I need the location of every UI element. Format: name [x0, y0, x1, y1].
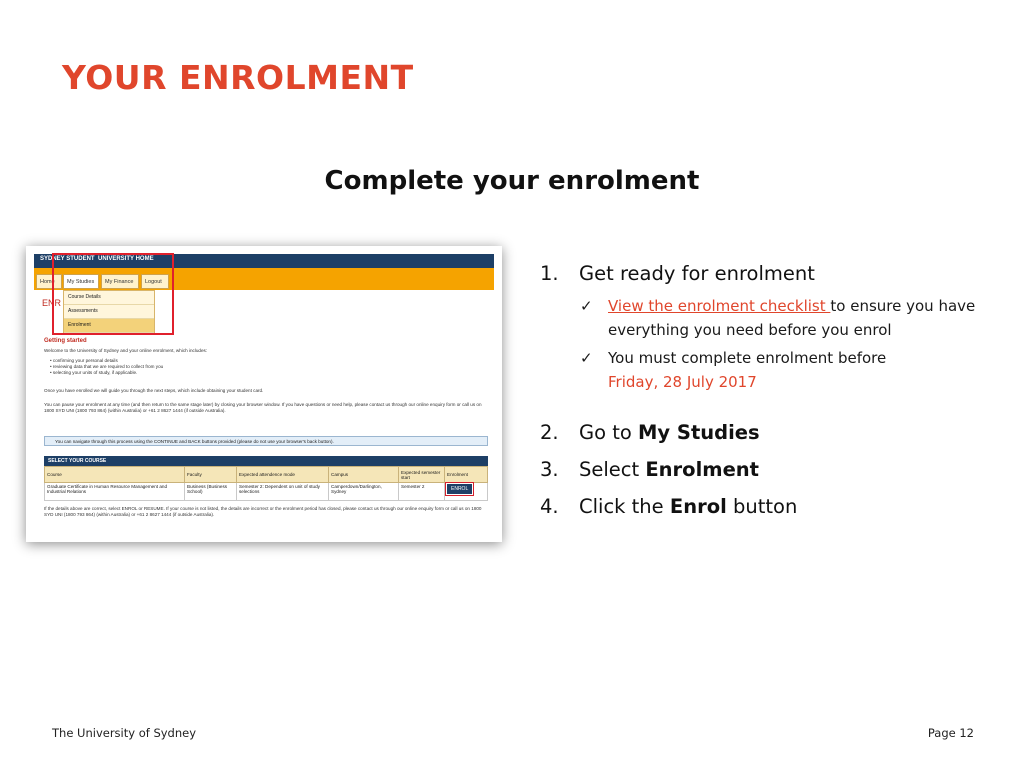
- footer-page-number: Page 12: [927, 726, 974, 740]
- table-header-row: [45, 467, 488, 483]
- top-link-university-home: UNIVERSITY HOME: [98, 256, 154, 262]
- tab-logout: Logout: [141, 274, 169, 289]
- tab-home: Home: [36, 274, 62, 289]
- step-4: 4. Click the Enrol button: [540, 495, 798, 518]
- top-link-sydney-student: SYDNEY STUDENT: [40, 256, 95, 262]
- col-campus: Campus: [329, 467, 399, 483]
- check-icon: ✓: [580, 349, 593, 367]
- bullet-item: • confirming your personal details: [50, 358, 118, 363]
- welcome-text: Welcome to the University of Sydney and your online enrolment, which includes:: [44, 348, 208, 353]
- cell-campus: Camperdown/Darlington, Sydney: [329, 483, 399, 501]
- cell-enrolment: [445, 483, 488, 501]
- pause-text: You can pause your enrolment at any time (and then return to the same stage later) by closing your browser window. If you have questions or need help, please contact us through our online enquiry form or call us on 1800 SYD UNI (1800 793 864) (within Australia) or +61 2 8627 1444 (if outside Australia).: [44, 402, 482, 413]
- slide-title: YOUR ENROLMENT: [62, 58, 414, 97]
- bullet-item: • reviewing data that we are required to collect from you: [50, 364, 164, 369]
- step-3: 3. Select Enrolment: [540, 458, 760, 481]
- col-course: Course: [45, 467, 185, 483]
- enrolment-checklist-link[interactable]: View the enrolment checklist: [608, 297, 831, 315]
- footer-university: The University of Sydney: [52, 726, 197, 740]
- enrolment-deadline: Friday, 28 July 2017: [608, 373, 757, 391]
- dropdown-item-assessments: Assessments: [64, 305, 154, 319]
- col-attendance: Expected attendence mode: [237, 467, 329, 483]
- col-semester: Expected semester start: [399, 467, 445, 483]
- tab-my-studies: My Studies: [63, 274, 99, 289]
- navigation-info-bar: You can navigate through this process using the CONTINUE and BACK buttons provided (please do not use your browser's back button).: [44, 436, 488, 446]
- next-steps-text: Once you have enrolled we will guide you through the next steps, which include obtaining your student card.: [44, 388, 264, 393]
- tab-my-finance: My Finance: [101, 274, 139, 289]
- check-icon: ✓: [580, 297, 593, 315]
- enrol-button: ENROL: [447, 484, 472, 494]
- step-1a: ✓ View the enrolment checklist to ensure you have everything you need before you enrol: [580, 294, 1000, 342]
- cell-faculty: Business (Business School): [185, 483, 237, 501]
- cell-course: Graduate Certificate in Human Resource Management and Industrial Relations: [45, 483, 185, 501]
- enr-heading: ENR: [42, 298, 62, 308]
- bullet-item: • selecting your units of study, if applicable.: [50, 370, 138, 375]
- slide-subtitle: Complete your enrolment: [324, 166, 700, 196]
- col-enrolment: Enrolment: [445, 467, 488, 483]
- col-faculty: Faculty: [185, 467, 237, 483]
- course-table: [44, 466, 488, 501]
- select-course-heading: SELECT YOUR COURSE: [44, 456, 488, 466]
- cell-semester: Semester 2: [399, 483, 445, 501]
- step-1: 1. Get ready for enrolment: [540, 262, 815, 285]
- getting-started-heading: Getting started: [44, 338, 87, 344]
- step-1b: ✓ You must complete enrolment before Friday, 28 July 2017: [580, 346, 1000, 394]
- cell-attendance: Semester 2: Dependent on unit of study selections: [237, 483, 329, 501]
- details-text: If the details above are correct, select ENROL or RESUME. If your course is not listed, the details are incorrect or the enrolment period has closed, please contact us through our online enquiry form or call us on 1800 SYD UNI (1800 793 864) (within Australia) or +61 2 8627 1444 (if outside Australia).: [44, 506, 482, 517]
- table-row: [45, 483, 488, 501]
- dropdown-item-enrolment: Enrolment: [64, 319, 154, 333]
- step-2: 2. Go to My Studies: [540, 421, 760, 444]
- my-studies-highlight: [52, 253, 174, 335]
- dropdown-item-course-details: Course Details: [64, 291, 154, 305]
